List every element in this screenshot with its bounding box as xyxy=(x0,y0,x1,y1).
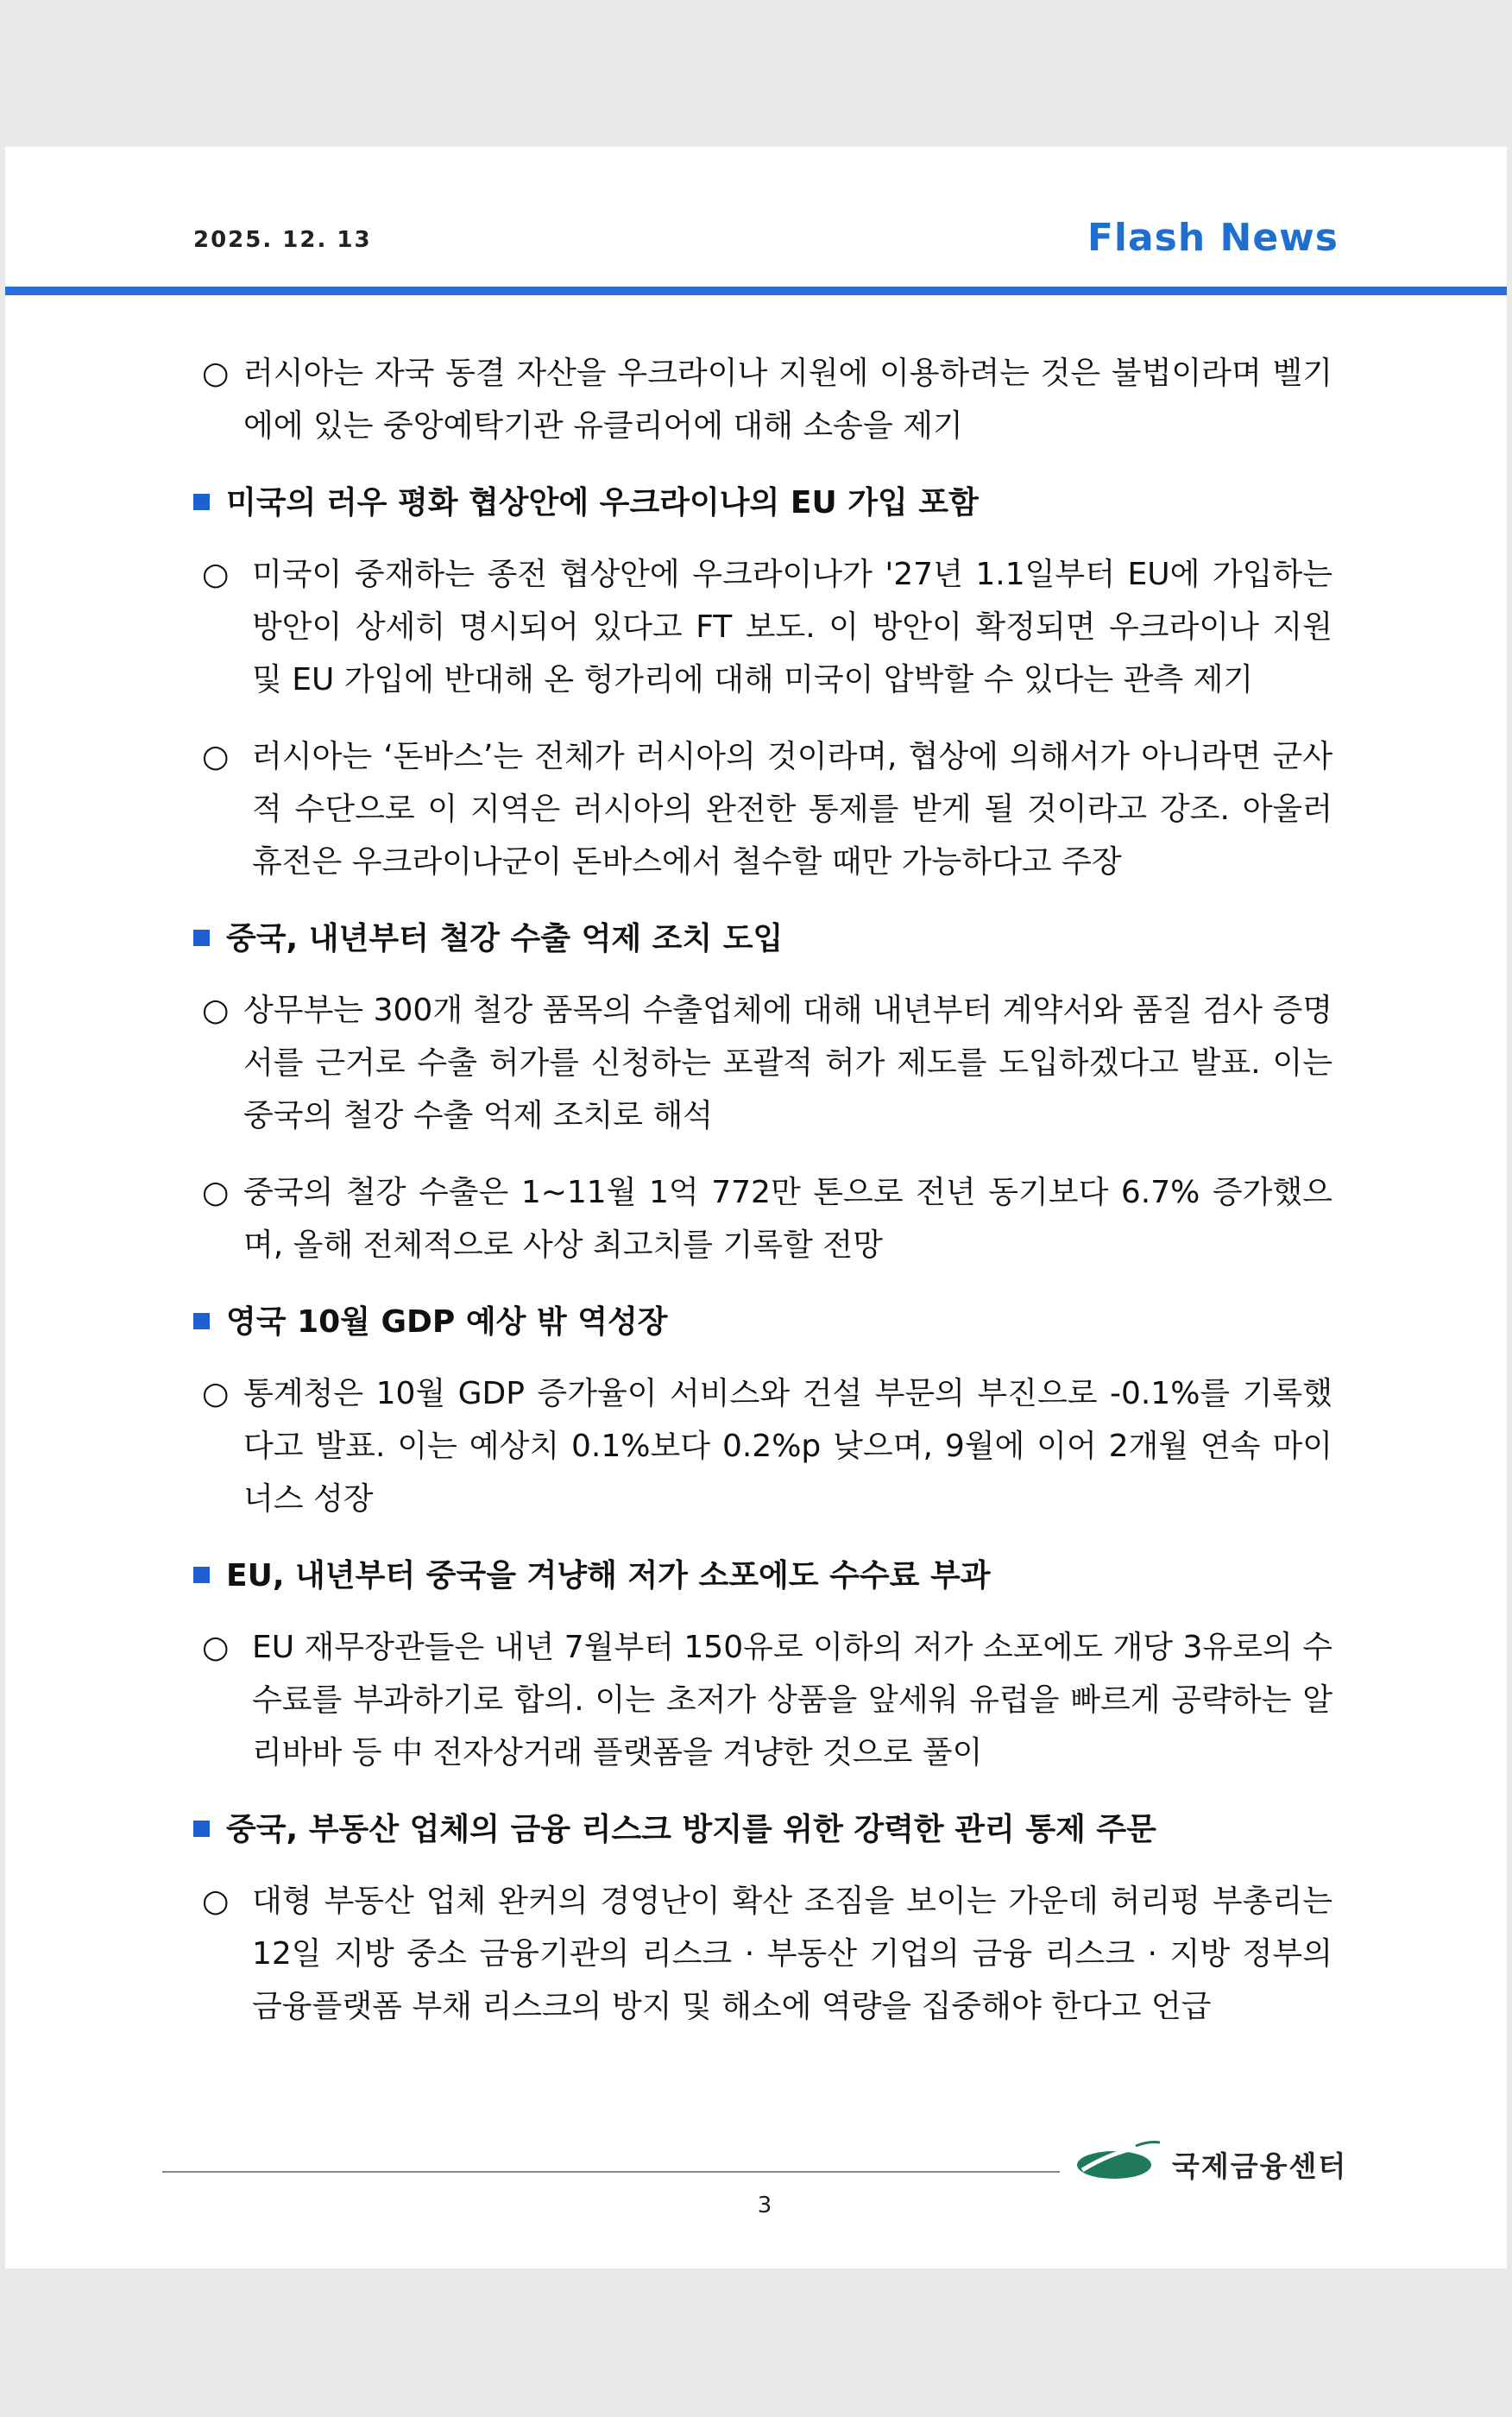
list-item xyxy=(202,730,1332,888)
bullet-text: EU 재무장관들은 내년 7월부터 150유로 이하의 저가 소포에도 개당 3유로의 수수료를 부과하기로 합의. 이는 초저가 상품을 앞세워 유럽을 빠르게 공략하는 알리바바 등 中 전자상거래 플랫폼을 겨냥한 것으로 풀이 xyxy=(252,1630,1332,1770)
square-bullet-icon xyxy=(193,1821,210,1837)
bullet-text: 중국의 철강 수출은 1~11월 1억 772만 톤으로 전년 동기보다 6.7% 증가했으며, 올해 전체적으로 사상 최고치를 기록할 전망 xyxy=(243,1175,1332,1263)
article-body xyxy=(202,347,1332,2057)
list-item xyxy=(202,984,1332,1142)
section-heading xyxy=(185,476,1332,529)
section-heading-text: 중국, 부동산 업체의 금융 리스크 방지를 위한 강력한 관리 통제 주문 xyxy=(226,1812,1156,1847)
circle-bullet-icon: ○ xyxy=(202,993,230,1028)
section-heading-text: 중국, 내년부터 철강 수출 억제 조치 도입 xyxy=(226,921,784,956)
leaf-logo-icon xyxy=(1075,2139,1162,2182)
org-name: 국제금융센터 xyxy=(1172,2149,1348,2183)
page-number: 3 xyxy=(757,2193,772,2218)
list-item xyxy=(202,548,1332,706)
square-bullet-icon xyxy=(193,930,210,946)
list-item xyxy=(202,1166,1332,1272)
bullet-text: 상무부는 300개 철강 품목의 수출업체에 대해 내년부터 계약서와 품질 검사 증명서를 근거로 수출 허가를 신청하는 포괄적 허가 제도를 도입하겠다고 발표. 이는 중국의 철강 수출 억제 조치로 해석 xyxy=(243,993,1332,1133)
bullet-text: 대형 부동산 업체 완커의 경영난이 확산 조짐을 보이는 가운데 허리펑 부총리는 12일 지방 중소 금융기관의 리스크 · 부동산 기업의 금융 리스크 · 지방 정부의 금융플랫폼 부채 리스크의 방지 및 해소에 역량을 집중해야 한다고 언급 xyxy=(252,1884,1332,2024)
circle-bullet-icon: ○ xyxy=(202,1376,230,1411)
section-heading-text: 미국의 러우 평화 협상안에 우크라이나의 EU 가입 포함 xyxy=(226,485,979,521)
section-heading-text: 영국 10월 GDP 예상 밖 역성장 xyxy=(226,1304,668,1340)
document-page xyxy=(5,147,1507,2269)
flash-news-title: Flash News xyxy=(1087,216,1339,260)
bullet-text: 러시아는 자국 동결 자산을 우크라이나 지원에 이용하려는 것은 불법이라며 벨기에에 있는 중앙예탁기관 유클리어에 대해 소송을 제기 xyxy=(243,356,1332,444)
list-item xyxy=(202,347,1332,452)
circle-bullet-icon: ○ xyxy=(202,1884,230,1919)
square-bullet-icon xyxy=(193,1567,210,1583)
square-bullet-icon xyxy=(193,1313,210,1329)
footer-divider xyxy=(162,2171,1060,2173)
header-divider xyxy=(5,287,1507,295)
circle-bullet-icon: ○ xyxy=(202,557,230,592)
section-heading xyxy=(185,1549,1332,1602)
circle-bullet-icon: ○ xyxy=(202,356,230,391)
section-heading xyxy=(185,1296,1332,1348)
section-heading xyxy=(185,912,1332,965)
list-item xyxy=(202,1621,1332,1779)
bullet-text: 러시아는 ‘돈바스’는 전체가 러시아의 것이라며, 협상에 의해서가 아니라면 군사적 수단으로 이 지역은 러시아의 완전한 통제를 받게 될 것이라고 강조. 아울러 휴전은 우크라이나군이 돈바스에서 철수할 때만 가능하다고 주장 xyxy=(252,739,1332,880)
bullet-text: 통계청은 10월 GDP 증가율이 서비스와 건설 부문의 부진으로 -0.1%를 기록했다고 발표. 이는 예상치 0.1%보다 0.2%p 낮으며, 9월에 이어 2개월 연속 마이너스 성장 xyxy=(243,1376,1332,1517)
circle-bullet-icon: ○ xyxy=(202,739,230,774)
bullet-text: 미국이 중재하는 종전 협상안에 우크라이나가 '27년 1.1일부터 EU에 가입하는 방안이 상세히 명시되어 있다고 FT 보도. 이 방안이 확정되면 우크라이나 지원 및 EU 가입에 반대해 온 헝가리에 대해 미국이 압박할 수 있다는 관측 제기 xyxy=(252,557,1332,697)
org-logo xyxy=(1075,2132,1351,2193)
circle-bullet-icon: ○ xyxy=(202,1630,230,1665)
list-item xyxy=(202,1875,1332,2033)
circle-bullet-icon: ○ xyxy=(202,1175,230,1210)
section-heading-text: EU, 내년부터 중국을 겨냥해 저가 소포에도 수수료 부과 xyxy=(226,1558,991,1593)
square-bullet-icon xyxy=(193,494,210,510)
document-date: 2025. 12. 13 xyxy=(193,227,372,253)
list-item xyxy=(202,1367,1332,1525)
section-heading xyxy=(185,1803,1332,1856)
